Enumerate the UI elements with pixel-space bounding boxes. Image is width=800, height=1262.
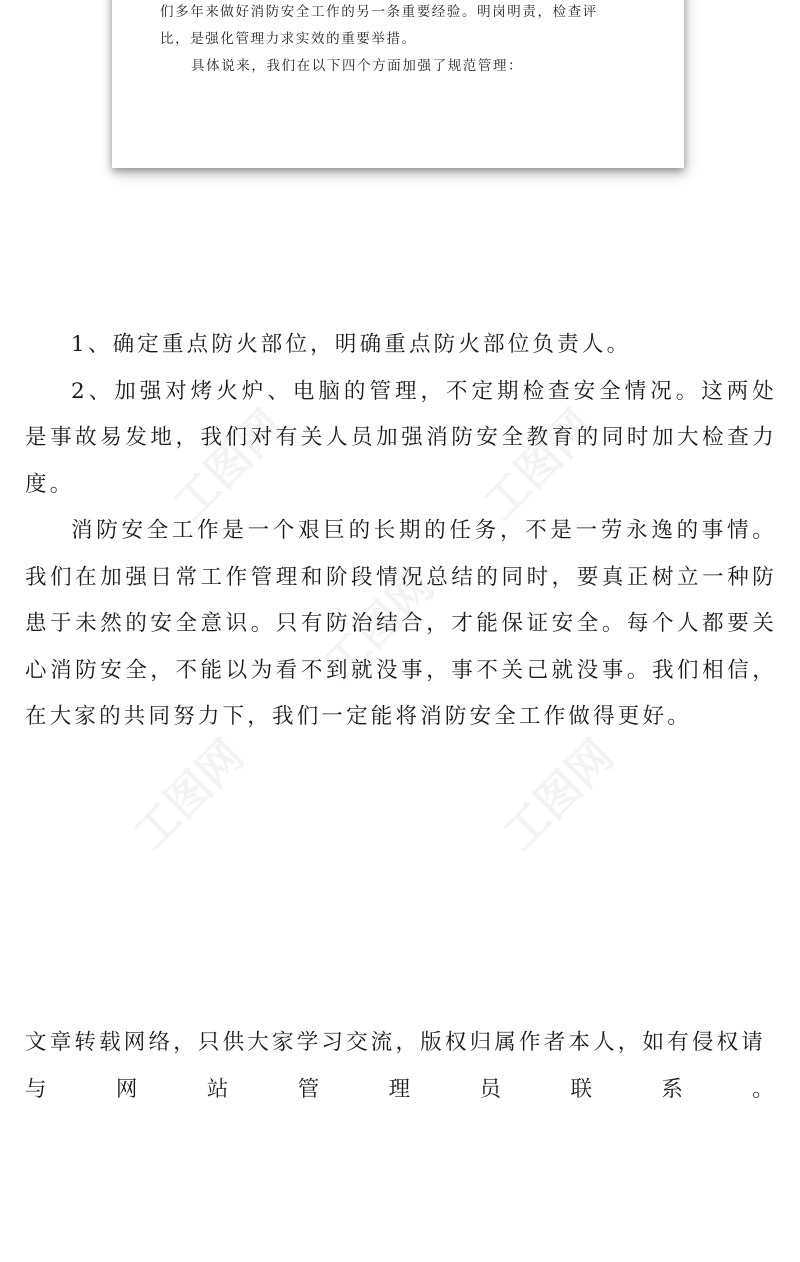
- footer-char: 站: [206, 1076, 232, 1102]
- page-preview-card: [112, 0, 684, 168]
- list-item-2: 2、加强对烤火炉、电脑的管理，不定期检查安全情况。这两处是事故易发地，我们对有关人员加强消防安全教育的同时加大检查力度。: [25, 378, 777, 497]
- preview-line-1: 们多年来做好消防安全工作的另一条重要经验。明岗明责，检查评: [160, 4, 598, 20]
- footer-char: 系: [661, 1076, 687, 1102]
- copyright-line-1: 文章转载网络，只供大家学习交流，版权归属作者本人，如有侵权请: [25, 1030, 767, 1055]
- list-item-1: 1、确定重点防火部位，明确重点防火部位负责人。: [71, 332, 632, 357]
- watermark: 工图网: [494, 730, 624, 860]
- watermark: 工图网: [314, 560, 444, 690]
- body-section-conclusion: [25, 508, 777, 741]
- copyright-notice: [25, 1020, 777, 1113]
- footer-char: 理: [388, 1076, 414, 1102]
- preview-line-2: 比，是强化管理力求实效的重要举措。: [160, 31, 417, 47]
- footer-char: 。: [752, 1076, 777, 1102]
- watermark: 工图网: [474, 400, 604, 530]
- copyright-line-2: [25, 1067, 777, 1114]
- footer-char: 员: [479, 1076, 505, 1102]
- footer-char: 与: [25, 1076, 50, 1102]
- footer-char: 管: [297, 1076, 323, 1102]
- conclusion-paragraph: 消防安全工作是一个艰巨的长期的任务，不是一劳永逸的事情。我们在加强日常工作管理和阶段情况总结的同时，要真正树立一种防患于未然的安全意识。只有防治结合，才能保证安全。每个人都要关心消防安全，不能以为看不到就没事，事不关己就没事。我们相信，在大家的共同努力下，我们一定能将消防安全工作做得更好。: [25, 518, 777, 729]
- preview-line-3: 具体说来，我们在以下四个方面加强了规范管理：: [191, 58, 524, 74]
- body-section-list: [25, 322, 777, 508]
- footer-char: 网: [115, 1076, 141, 1102]
- footer-char: 联: [570, 1076, 596, 1102]
- watermark: 工图网: [164, 400, 294, 530]
- watermark: 工图网: [124, 730, 254, 860]
